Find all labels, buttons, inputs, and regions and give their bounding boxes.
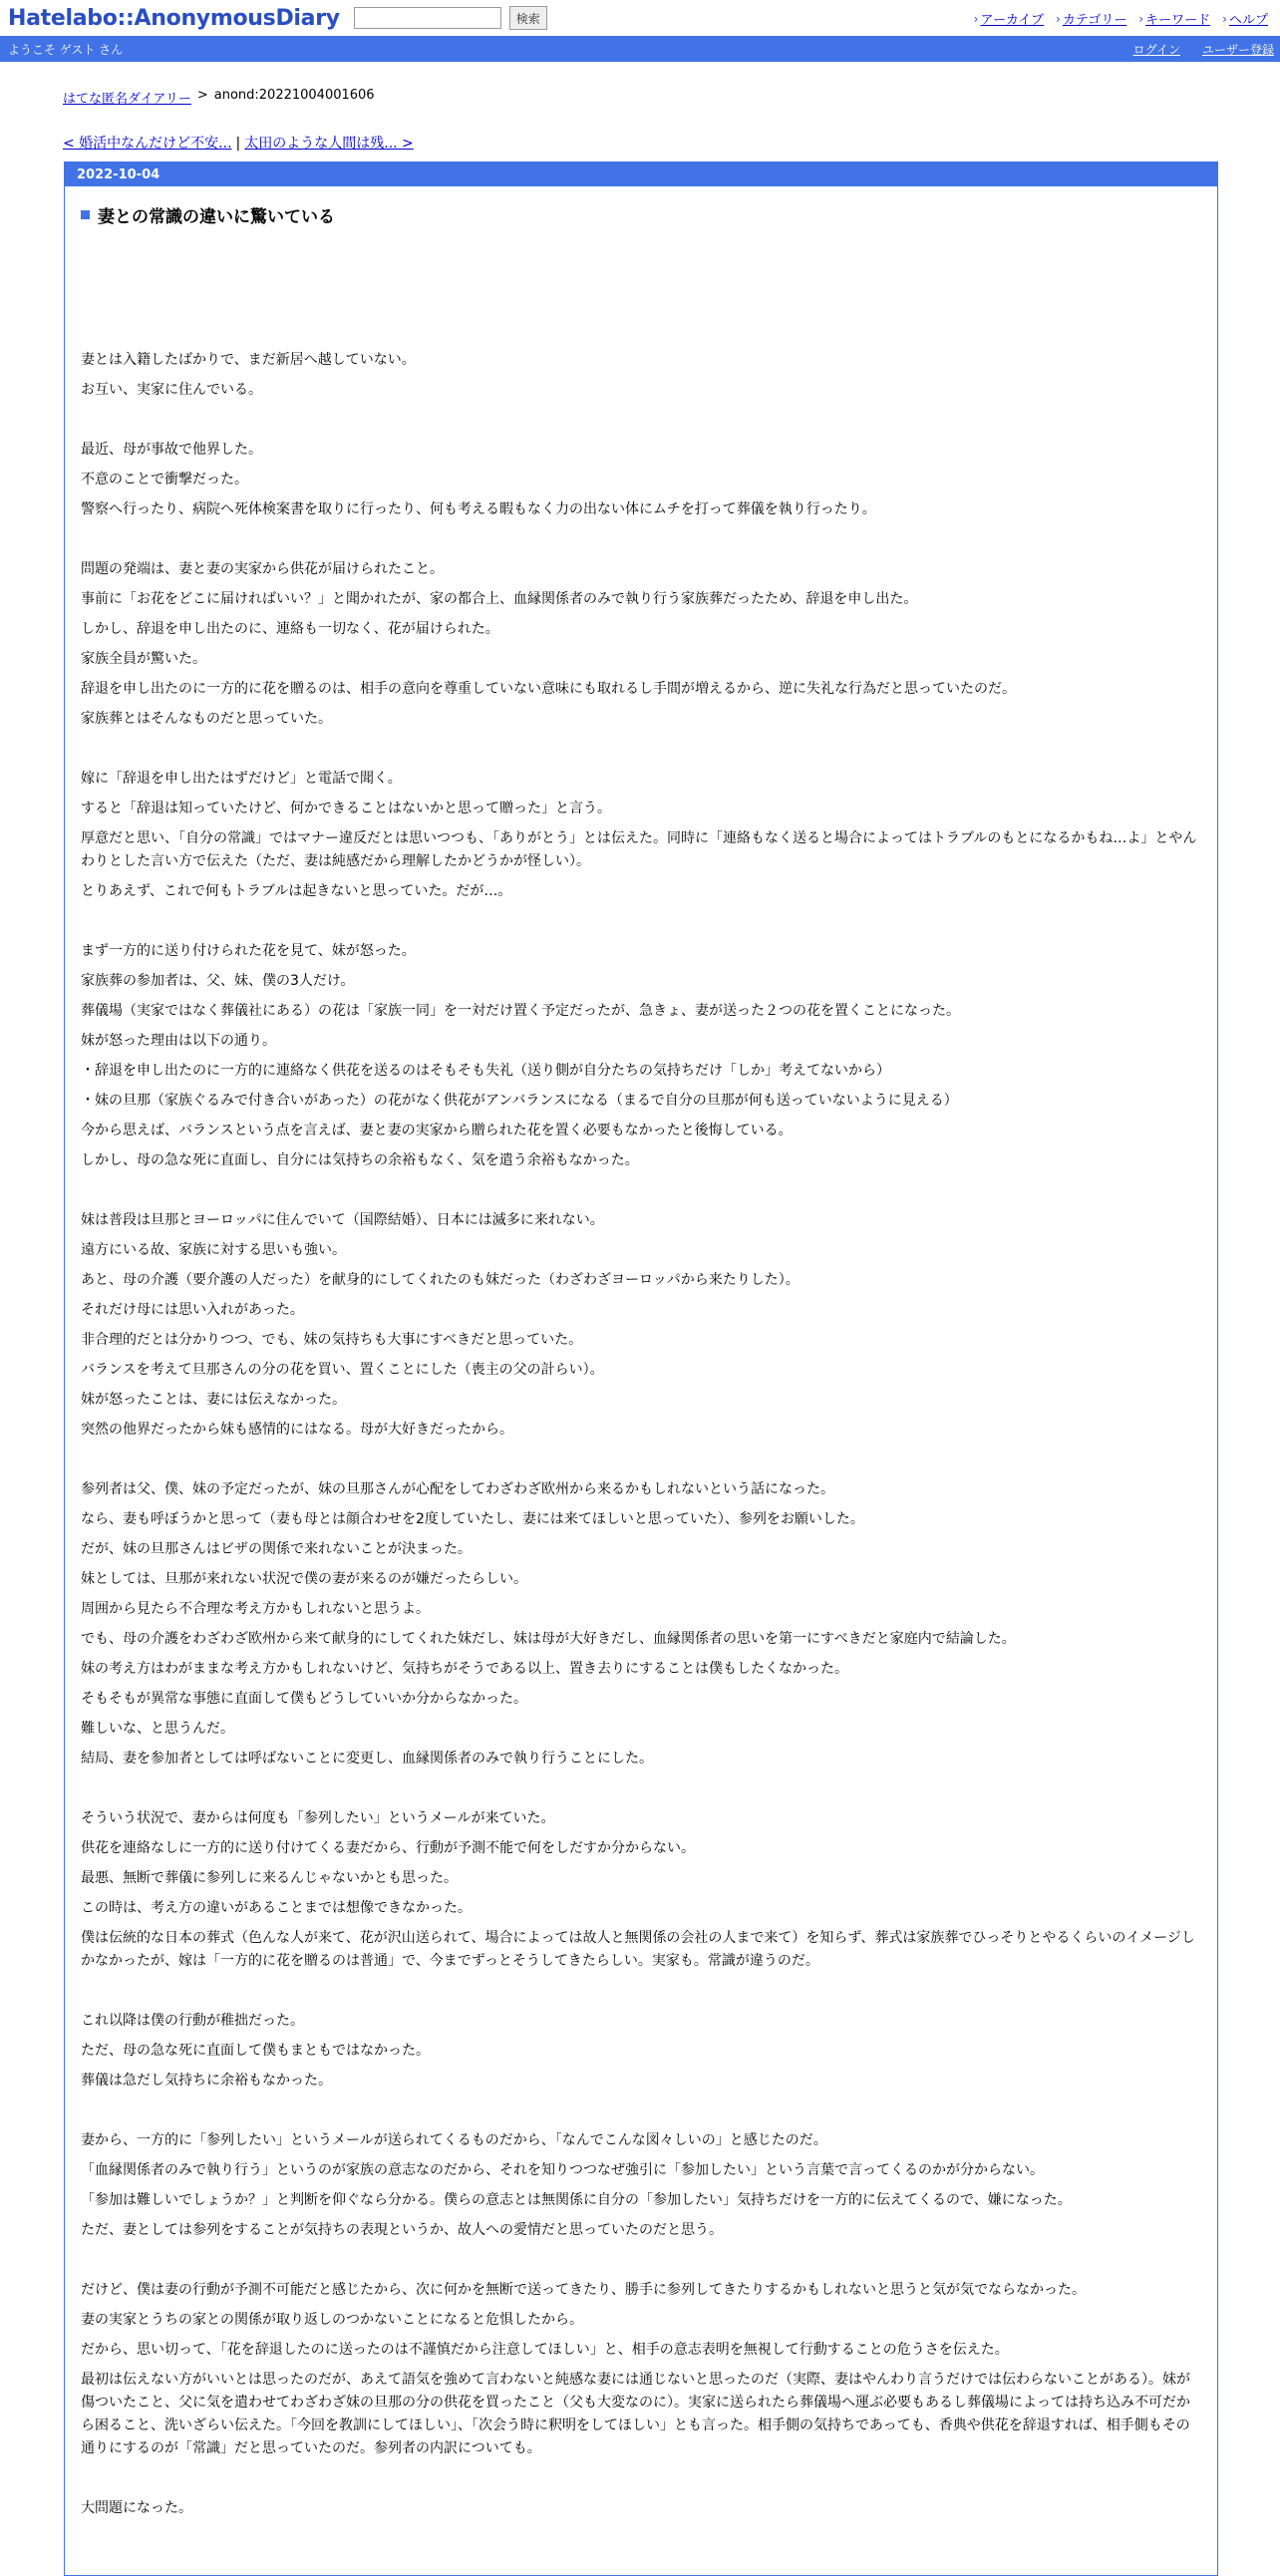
search-button[interactable]: 検索 <box>509 6 547 30</box>
chevron-right-icon: › <box>973 11 979 26</box>
breadcrumb-current: anond:20221004001606 <box>213 88 375 103</box>
entry-body <box>81 345 1197 2523</box>
paragraph: 最悪、無断で葬儀に参列しに来るんじゃないかとも思った。 <box>81 1870 458 1886</box>
top-nav <box>974 9 1268 28</box>
blank-line <box>81 906 1197 936</box>
nav-archive[interactable] <box>974 9 1044 28</box>
paragraph: 妻の実家とうちの家との関係が取り返しのつかないことになると危惧したから。 <box>81 2312 583 2328</box>
paragraph: まず一方的に送り付けられた花を見て、妹が怒った。 <box>81 943 416 959</box>
next-entry-link[interactable]: 太田のような人間は残... > <box>244 136 414 152</box>
paragraph: 不意のことで衝撃だった。 <box>81 472 248 487</box>
paragraph: しかし、母の急な死に直面し、自分には気持ちの余裕もなく、気を遣う余裕もなかった。 <box>81 1152 639 1168</box>
paragraph: なら、妻も呼ぼうかと思って（妻も母とは顔合わせを2度していたし、妻には来てほしいと思っていた）、参列をお願いした。 <box>81 1511 864 1527</box>
paragraph: 僕は伝統的な日本の葬式（色んな人が来て、花が沢山送られて、場合によっては故人と無関係の会社の人まで来て）を知らず、葬式は家族葬でひっそりとやるくらいのイメージしかなかったが、嫁は「一方的に花を贈るのは普通」で、今までずっとそうしてきたらしい。実家も。常識が違うのだ。 <box>81 1930 1195 1969</box>
paragraph: 妹が怒ったことは、妻には伝えなかった。 <box>81 1392 346 1408</box>
paragraph: お互い、実家に住んでいる。 <box>81 382 262 398</box>
paragraph: とりあえず、これで何もトラブルは起きないと思っていた。だが…。 <box>81 883 512 899</box>
paragraph: それだけ母には思い入れがあった。 <box>81 1302 304 1318</box>
chevron-right-icon: › <box>1056 11 1061 26</box>
paragraph: そもそもが異常な事態に直面して僕もどうしていいか分からなかった。 <box>81 1691 527 1707</box>
paragraph: 厚意だと思い、「自分の常識」ではマナー違反だとは思いつつも、「ありがとう」とは伝えた。同時に「連絡もなく送ると場合によってはトラブルのもとになるかもね…よ」とやんわりとした言い方で伝えた（ただ、妻は純感だから理解したかどうかが怪しい）。 <box>81 830 1197 869</box>
paragraph: 葬儀場（実家ではなく葬儀社にある）の花は「家族一同」を一対だけ置く予定だったが、急きょ、妻が送った２つの花を置くことになった。 <box>81 1003 960 1019</box>
paragraph: ただ、母の急な死に直面して僕もまともではなかった。 <box>81 2043 430 2059</box>
chevron-right-icon: › <box>1222 11 1227 26</box>
paragraph: 辞退を申し出たのに一方的に花を贈るのは、相手の意向を尊重していない意味にも取れるし手間が増えるから、逆に失礼な行為だと思っていたのだ。 <box>81 681 1016 697</box>
paragraph: この時は、考え方の違いがあることまでは想像できなかった。 <box>81 1900 472 1916</box>
paragraph: そういう状況で、妻からは何度も「参列したい」というメールが来ていた。 <box>81 1810 555 1826</box>
paragraph: 家族葬とはそんなものだと思っていた。 <box>81 711 332 727</box>
paragraph: 難しいな、と思うんだ。 <box>81 1721 234 1737</box>
paragraph: 妻とは入籍したばかりで、まだ新居へ越していない。 <box>81 352 416 368</box>
entry-title-text: 妻との常識の違いに驚いている <box>98 207 335 227</box>
paragraph: 事前に「お花をどこに届ければいい？」と聞かれたが、家の都合上、血縁関係者のみで執り行う家族葬だったため、辞退を申し出た。 <box>81 591 918 607</box>
paragraph: 今から思えば、バランスという点を言えば、妻と妻の実家から贈られた花を置く必要もなかったと後悔している。 <box>81 1123 793 1138</box>
paragraph: 遠方にいる故、家族に対する思いも強い。 <box>81 1242 346 1258</box>
blank-line <box>81 1175 1197 1205</box>
blank-line <box>81 1976 1197 2006</box>
paragraph: 最近、母が事故で他界した。 <box>81 442 262 458</box>
nav-category-link[interactable]: カテゴリー <box>1062 13 1127 28</box>
header-bar <box>0 0 1280 36</box>
paragraph: バランスを考えて旦那さんの分の花を買い、置くことにした（喪主の父の計らい）。 <box>81 1362 604 1378</box>
blank-line <box>81 524 1197 554</box>
blank-line <box>81 734 1197 764</box>
nav-help[interactable] <box>1222 9 1268 28</box>
paragraph: だから、思い切って、「花を辞退したのに送ったのは不謹慎だから注意してほしい」と、相手の意志表明を無視して行動することの危うさを伝えた。 <box>81 2342 1009 2358</box>
paragraph: しかし、辞退を申し出たのに、連絡も一切なく、花が届けられた。 <box>81 621 499 637</box>
paragraph: だが、妹の旦那さんはビザの関係で来れないことが決まった。 <box>81 1541 472 1557</box>
paragraph: 供花を連絡なしに一方的に送り付けてくる妻だから、行動が予測不能で何をしだすか分からない。 <box>81 1840 695 1856</box>
paragraph: ただ、妻としては参列をすることが気持ちの表現というか、故人への愛情だと思っていたのだと思う。 <box>81 2222 723 2238</box>
entry-title <box>81 202 1217 227</box>
paragraph: 最初は伝えない方がいいとは思ったのだが、あえて語気を強めて言わないと純感な妻には通じないと思ったのだ（実際、妻はやんわり言うだけでは伝わらないことがある）。妹が傷ついたこと、父に気を遣わせてわざわざ妹の旦那の分の供花を買ったこと（父も大変なのに）。実家に送られたら葬儀場へ運ぶ必要もあるし葬儀場によっては持ち込み不可だから困ること、洗いざらい伝えた。「今回を教訓にしてほしい」、「次会う時に釈明をしてほしい」とも言った。相手側の気持ちであっても、香典や供花を辞退すれば、相手側もその通りにするのが「常識」だと思っていたのだ。参列者の内訳についても。 <box>81 2372 1190 2456</box>
pager-separator: | <box>235 136 241 152</box>
paragraph: 妹としては、旦那が来れない状況で僕の妻が来るのが嫌だったらしい。 <box>81 1571 527 1587</box>
breadcrumb-separator: > <box>196 88 208 103</box>
register-link[interactable]: ユーザー登録 <box>1201 42 1274 57</box>
blank-line <box>81 1773 1197 1803</box>
blank-line <box>81 2245 1197 2275</box>
paragraph: すると「辞退は知っていたけど、何かできることはないかと思って贈った」と言う。 <box>81 801 611 816</box>
breadcrumb <box>63 88 1280 107</box>
account-links <box>1133 41 1274 58</box>
nav-category[interactable] <box>1056 9 1126 28</box>
nav-keyword[interactable] <box>1138 9 1210 28</box>
site-logo[interactable]: Hatelabo::AnonymousDiary <box>8 5 340 31</box>
paragraph: 結局、妻を参加者としては呼ばないことに変更し、血縁関係者のみで執り行うことにした。 <box>81 1751 653 1767</box>
paragraph: あと、母の介護（要介護の人だった）を献身的にしてくれたのも妹だった（わざわざヨーロッパから来たりした）。 <box>81 1272 800 1288</box>
paragraph: 妹は普段は旦那とヨーロッパに住んでいて（国際結婚）、日本には滅多に来れない。 <box>81 1212 604 1228</box>
paragraph: 問題の発端は、妻と妻の実家から供花が届けられたこと。 <box>81 561 444 577</box>
paragraph: 嫁に「辞退を申し出たはずだけど」と電話で聞く。 <box>81 771 402 787</box>
paragraph: 葬儀は急だし気持ちに余裕もなかった。 <box>81 2073 332 2089</box>
paragraph: 妹が怒った理由は以下の通り。 <box>81 1033 276 1049</box>
day-date: 2022-10-04 <box>65 162 1217 186</box>
nav-archive-link[interactable]: アーカイブ <box>980 13 1045 28</box>
blank-line <box>81 2463 1197 2493</box>
welcome-text: ようこそ ゲスト さん <box>8 42 124 57</box>
entry-permalink-icon[interactable] <box>81 210 90 219</box>
nav-keyword-link[interactable]: キーワード <box>1145 13 1211 28</box>
prev-entry-link[interactable]: < 婚活中なんだけど不安... <box>63 136 232 152</box>
entry-pager <box>63 133 1280 153</box>
paragraph: 参列者は父、僕、妹の予定だったが、妹の旦那さんが心配をしてわざわざ欧州から来るかもしれないという話になった。 <box>81 1481 834 1497</box>
nav-help-link[interactable]: ヘルプ <box>1228 13 1268 28</box>
paragraph: 警察へ行ったり、病院へ死体検案書を取りに行ったり、何も考える暇もなく力の出ない体にムチを打って葬儀を執り行ったり。 <box>81 501 876 517</box>
blank-line <box>81 405 1197 435</box>
paragraph: 「参加は難しいでしょうか？」と判断を仰ぐなら分かる。僕らの意志とは無関係に自分の「参加したい」気持ちだけを一方的に伝えてくるので、嫌になった。 <box>81 2192 1072 2208</box>
welcome-bar <box>0 36 1280 62</box>
paragraph: 突然の他界だったから妹も感情的にはなる。母が大好きだったから。 <box>81 1422 513 1438</box>
paragraph: でも、母の介護をわざわざ欧州から来て献身的にしてくれた妹だし、妹は母が大好きだし、血縁関係者の思いを第一にすべきだと家庭内で結論した。 <box>81 1631 1016 1647</box>
paragraph: だけど、僕は妻の行動が予測不可能だと感じたから、次に何かを無断で送ってきたり、勝手に参列してきたりするかもしれないと思うと気が気でならなかった。 <box>81 2282 1086 2298</box>
paragraph: ・辞退を申し出たのに一方的に連絡なく供花を送るのはそもそも失礼（送り側が自分たちの気持ちだけ「しか」考えてないから） <box>81 1063 890 1079</box>
paragraph: ・妹の旦那（家族ぐるみで付き合いがあった）の花がなく供花がアンバランスになる（まるで自分の旦那が何も送っていないように見える） <box>81 1093 958 1109</box>
paragraph: 非合理的だとは分かりつつ、でも、妹の気持ちも大事にすべきだと思っていた。 <box>81 1332 583 1348</box>
paragraph: これ以降は僕の行動が稚拙だった。 <box>81 2013 304 2029</box>
login-link[interactable]: ログイン <box>1132 42 1180 57</box>
paragraph: 「血縁関係者のみで執り行う」というのが家族の意志なのだから、それを知りつつなぜ強引に「参加したい」という言葉で言ってくるのかが分からない。 <box>81 2162 1044 2178</box>
day-section <box>64 161 1218 2576</box>
blank-line <box>81 1445 1197 1474</box>
blank-line <box>81 2095 1197 2125</box>
paragraph: 妹の考え方はわがままな考え方かもしれないけど、気持ちがそうである以上、置き去りにすることは僕もしたくなかった。 <box>81 1661 848 1677</box>
paragraph: 妻から、一方的に「参列したい」というメールが送られてくるものだから、「なんでこんな図々しいの」と感じたのだ。 <box>81 2132 827 2148</box>
paragraph: 大問題になった。 <box>81 2500 192 2516</box>
paragraph: 周囲から見たら不合理な考え方かもしれないと思うよ。 <box>81 1601 430 1617</box>
paragraph: 家族葬の参加者は、父、妹、僕の3人だけ。 <box>81 973 355 989</box>
breadcrumb-root-link[interactable]: はてな匿名ダイアリー <box>63 92 191 107</box>
chevron-right-icon: › <box>1138 11 1144 26</box>
paragraph: 家族全員が驚いた。 <box>81 651 206 667</box>
search-input[interactable] <box>354 7 501 29</box>
